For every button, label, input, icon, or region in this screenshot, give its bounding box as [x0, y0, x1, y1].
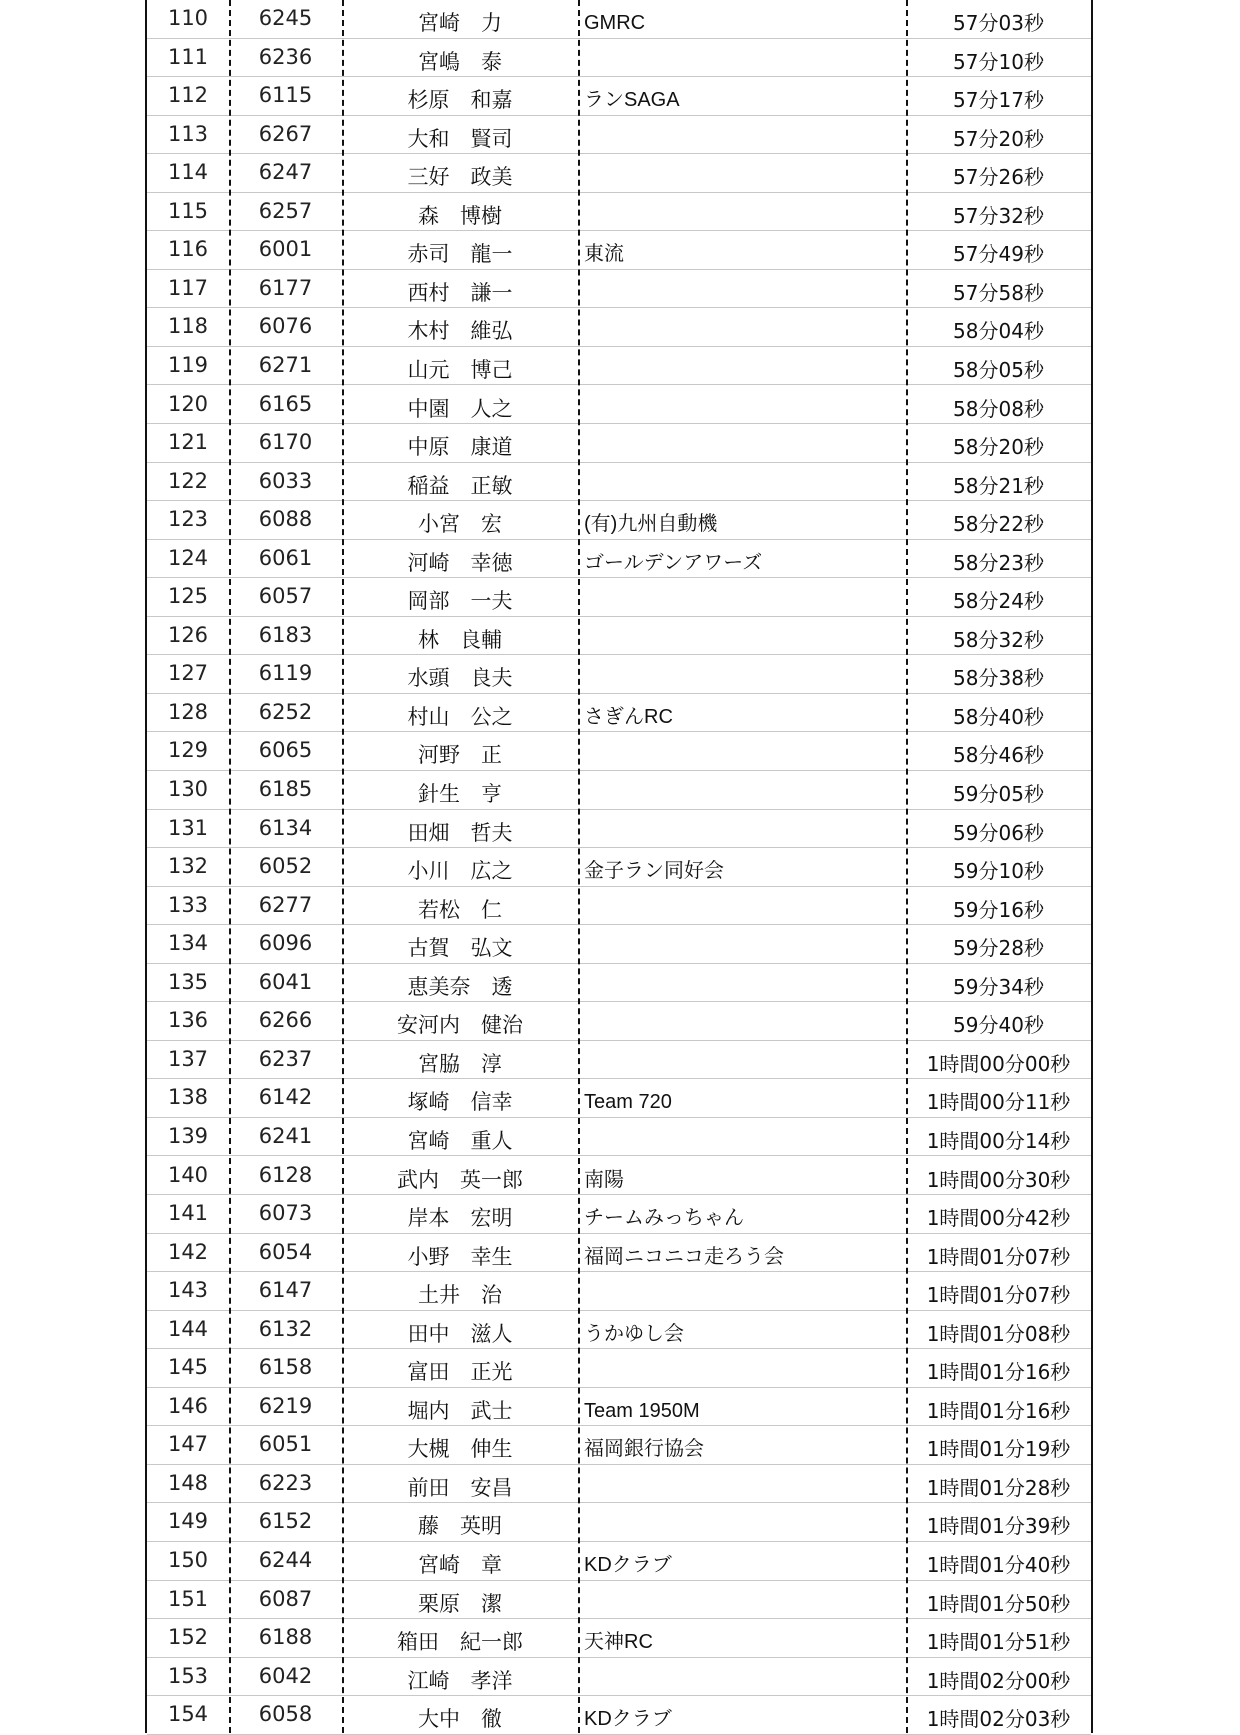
runner-name-cell: 針生 亨 [418, 782, 502, 806]
rank-cell: 133 [167, 892, 209, 917]
runner-name-cell: 大中 徹 [418, 1707, 502, 1732]
finish-time-cell: 57分17秒 [953, 88, 1044, 113]
bib-number-cell: 6252 [258, 699, 313, 724]
table-row [147, 154, 1091, 193]
runner-name-cell: 宮脇 淳 [418, 1051, 502, 1076]
team-cell [578, 617, 906, 655]
table-row [147, 578, 1091, 617]
bib-number-cell: 6277 [258, 892, 313, 917]
team-cell: GMRC [584, 12, 646, 34]
finish-time-cell: 58分23秒 [953, 550, 1044, 575]
runner-name-cell: 中園 人之 [407, 396, 513, 421]
column-divider [229, 0, 231, 1733]
rank-cell: 112 [167, 83, 209, 108]
runner-name-cell: 河崎 幸徳 [407, 550, 513, 575]
bib-number-cell: 6188 [258, 1625, 313, 1650]
bib-number-cell: 6058 [258, 1702, 313, 1727]
runner-name-cell: 水頭 良夫 [407, 666, 513, 691]
table-row [147, 424, 1091, 463]
table-row [147, 887, 1091, 926]
team-cell [578, 578, 906, 616]
bib-number-cell: 6076 [258, 314, 313, 339]
rank-cell: 130 [167, 777, 209, 801]
finish-time-cell: 1時間01分16秒 [926, 1360, 1071, 1385]
table-row [147, 308, 1091, 347]
runner-name-cell: 杉原 和嘉 [407, 88, 513, 113]
rank-cell: 123 [167, 507, 209, 532]
team-cell: チームみっちゃん [584, 1207, 744, 1230]
runner-name-cell: 河野 正 [418, 743, 502, 768]
table-row [147, 1157, 1091, 1196]
finish-time-cell: 57分32秒 [953, 203, 1044, 228]
rank-cell: 118 [167, 314, 209, 339]
bib-number-cell: 6152 [258, 1509, 313, 1534]
table-row [147, 655, 1091, 694]
table-row [147, 964, 1091, 1003]
finish-time-cell: 1時間01分50秒 [926, 1591, 1071, 1616]
rank-cell: 113 [167, 121, 209, 146]
team-cell: うかゆし会 [584, 1322, 684, 1345]
bib-number-cell: 6132 [258, 1316, 313, 1341]
team-cell [578, 193, 906, 231]
runner-name-cell: 田畑 哲夫 [407, 820, 513, 845]
team-cell [578, 1658, 906, 1696]
team-cell [578, 308, 906, 346]
bib-number-cell: 6266 [258, 1008, 313, 1033]
runner-name-cell: 藤 英明 [418, 1514, 502, 1539]
table-row [147, 810, 1091, 849]
finish-time-cell: 1時間00分30秒 [926, 1167, 1071, 1192]
rank-cell: 149 [167, 1509, 209, 1534]
bib-number-cell: 6054 [258, 1239, 313, 1264]
runner-name-cell: 堀内 武士 [407, 1398, 513, 1423]
table-row [147, 1079, 1091, 1118]
team-cell: (有)九州自動機 [584, 513, 718, 536]
rank-cell: 153 [167, 1663, 209, 1688]
bib-number-cell: 6033 [258, 468, 313, 493]
team-cell [578, 1272, 906, 1310]
bib-number-cell: 6128 [258, 1162, 313, 1187]
rank-cell: 136 [167, 1008, 209, 1033]
table-row [147, 1041, 1091, 1080]
runner-name-cell: 宮崎 力 [418, 11, 502, 35]
runner-name-cell: 恵美奈 透 [407, 974, 513, 999]
team-cell [578, 771, 906, 809]
finish-time-cell: 57分03秒 [953, 11, 1044, 35]
team-cell [578, 116, 906, 154]
bib-number-cell: 6183 [258, 622, 313, 647]
runner-name-cell: 田中 滋人 [407, 1321, 513, 1346]
runner-name-cell: 江崎 孝洋 [407, 1668, 513, 1693]
team-cell: Team 1950M [584, 1399, 700, 1422]
rank-cell: 122 [167, 468, 209, 493]
finish-time-cell: 1時間00分11秒 [926, 1090, 1071, 1115]
finish-time-cell: 57分20秒 [953, 126, 1044, 151]
rank-cell: 126 [167, 622, 209, 647]
finish-time-cell: 58分04秒 [953, 319, 1044, 344]
bib-number-cell: 6247 [258, 160, 313, 185]
bib-number-cell: 6088 [258, 507, 313, 532]
bib-number-cell: 6041 [258, 969, 313, 994]
finish-time-cell: 1時間00分14秒 [926, 1128, 1071, 1153]
table-row [147, 617, 1091, 656]
bib-number-cell: 6241 [258, 1123, 313, 1148]
table-row [147, 848, 1091, 887]
finish-time-cell: 59分05秒 [953, 782, 1044, 806]
finish-time-cell: 58分38秒 [953, 666, 1044, 691]
rank-cell: 115 [167, 198, 209, 223]
bib-number-cell: 6147 [258, 1278, 313, 1303]
finish-time-cell: 1時間01分07秒 [926, 1283, 1071, 1308]
bib-number-cell: 6051 [258, 1432, 313, 1457]
table-row [147, 1388, 1091, 1427]
finish-time-cell: 1時間01分51秒 [926, 1630, 1071, 1655]
runner-name-cell: 安河内 健治 [397, 1013, 523, 1038]
rank-cell: 125 [167, 584, 209, 609]
rank-cell: 137 [167, 1046, 209, 1071]
team-cell [578, 810, 906, 848]
rank-cell: 142 [167, 1239, 209, 1264]
table-row [147, 1195, 1091, 1234]
table-row [147, 1542, 1091, 1581]
bib-number-cell: 6061 [258, 545, 313, 570]
table-row [147, 1503, 1091, 1542]
results-table [145, 0, 1093, 1733]
runner-name-cell: 三好 政美 [407, 165, 513, 190]
rank-cell: 150 [167, 1548, 209, 1572]
runner-name-cell: 武内 英一郎 [397, 1167, 523, 1192]
finish-time-cell: 57分10秒 [953, 49, 1044, 74]
rank-cell: 117 [167, 275, 209, 300]
rank-cell: 134 [167, 931, 209, 956]
team-cell [578, 655, 906, 693]
table-row [147, 1118, 1091, 1157]
rank-cell: 145 [167, 1355, 209, 1380]
runner-name-cell: 中原 康道 [407, 435, 513, 460]
column-divider [906, 0, 908, 1733]
table-row [147, 1581, 1091, 1620]
team-cell [578, 1581, 906, 1619]
runner-name-cell: 小野 幸生 [407, 1244, 513, 1269]
finish-time-cell: 59分28秒 [953, 936, 1044, 961]
rank-cell: 146 [167, 1393, 209, 1418]
finish-time-cell: 1時間01分39秒 [926, 1514, 1071, 1539]
bib-number-cell: 6244 [258, 1548, 313, 1572]
table-row [147, 1426, 1091, 1465]
runner-name-cell: 林 良輔 [418, 627, 502, 652]
rank-cell: 148 [167, 1470, 209, 1495]
runner-name-cell: 稲益 正敏 [407, 473, 513, 498]
table-row [147, 116, 1091, 155]
finish-time-cell: 59分16秒 [953, 897, 1044, 922]
bib-number-cell: 6073 [258, 1201, 313, 1226]
rank-cell: 152 [167, 1625, 209, 1650]
table-row [147, 1002, 1091, 1041]
runner-name-cell: 箱田 紀一郎 [397, 1630, 523, 1655]
team-cell [578, 1002, 906, 1040]
team-cell: 南陽 [584, 1168, 624, 1191]
column-divider [342, 0, 344, 1733]
bib-number-cell: 6267 [258, 121, 313, 146]
runner-name-cell: 土井 治 [418, 1283, 502, 1308]
bib-number-cell: 6119 [258, 661, 313, 686]
finish-time-cell: 1時間02分03秒 [926, 1707, 1071, 1732]
rank-cell: 124 [167, 545, 209, 570]
rank-cell: 135 [167, 969, 209, 994]
team-cell [578, 1503, 906, 1541]
runner-name-cell: 小宮 宏 [418, 512, 502, 537]
table-row [147, 501, 1091, 540]
rank-cell: 143 [167, 1278, 209, 1303]
runner-name-cell: 岡部 一夫 [407, 589, 513, 614]
finish-time-cell: 58分22秒 [953, 512, 1044, 537]
finish-time-cell: 1時間01分08秒 [926, 1321, 1071, 1346]
team-cell [578, 424, 906, 462]
table-row [147, 732, 1091, 771]
team-cell: 福岡ニコニコ走ろう会 [584, 1245, 784, 1268]
finish-time-cell: 1時間01分19秒 [926, 1437, 1071, 1462]
table-row [147, 39, 1091, 78]
team-cell: ランSAGA [584, 89, 680, 112]
bib-number-cell: 6177 [258, 275, 313, 300]
rank-cell: 119 [167, 352, 209, 377]
team-cell: KDクラブ [584, 1554, 672, 1576]
bib-number-cell: 6219 [258, 1393, 313, 1418]
runner-name-cell: 村山 公之 [407, 704, 513, 729]
bib-number-cell: 6087 [258, 1586, 313, 1611]
bib-number-cell: 6001 [258, 237, 313, 262]
team-cell [578, 925, 906, 963]
table-row [147, 1465, 1091, 1504]
team-cell [578, 463, 906, 501]
runner-name-cell: 宮崎 重人 [407, 1128, 513, 1153]
team-cell: 東流 [584, 243, 624, 266]
finish-time-cell: 1時間00分42秒 [926, 1206, 1071, 1231]
rank-cell: 144 [167, 1316, 209, 1341]
bib-number-cell: 6245 [258, 6, 313, 30]
finish-time-cell: 58分40秒 [953, 704, 1044, 729]
runner-name-cell: 大和 賢司 [407, 126, 513, 151]
table-row [147, 1658, 1091, 1697]
table-row [147, 771, 1091, 810]
finish-time-cell: 1時間00分00秒 [926, 1051, 1071, 1076]
team-cell [578, 964, 906, 1002]
runner-name-cell: 古賀 弘文 [407, 936, 513, 961]
finish-time-cell: 59分34秒 [953, 974, 1044, 999]
team-cell [578, 1041, 906, 1079]
finish-time-cell: 1時間01分40秒 [926, 1553, 1071, 1577]
team-cell: KDクラブ [584, 1708, 672, 1731]
team-cell [578, 1465, 906, 1503]
runner-name-cell: 森 博樹 [418, 203, 502, 228]
runner-name-cell: 前田 安昌 [407, 1475, 513, 1500]
table-row [147, 1619, 1091, 1658]
bib-number-cell: 6236 [258, 44, 313, 69]
rank-cell: 132 [167, 854, 209, 879]
finish-time-cell: 59分40秒 [953, 1013, 1044, 1038]
bib-number-cell: 6165 [258, 391, 313, 416]
team-cell: ゴールデンアワーズ [584, 551, 763, 574]
team-cell [578, 347, 906, 385]
finish-time-cell: 57分49秒 [953, 242, 1044, 267]
finish-time-cell: 58分24秒 [953, 589, 1044, 614]
finish-time-cell: 59分10秒 [953, 859, 1044, 884]
bib-number-cell: 6142 [258, 1085, 313, 1110]
team-cell [578, 39, 906, 77]
runner-name-cell: 塚崎 信幸 [407, 1090, 513, 1115]
bib-number-cell: 6052 [258, 854, 313, 879]
bib-number-cell: 6257 [258, 198, 313, 223]
runner-name-cell: 宮崎 章 [418, 1553, 502, 1577]
rank-cell: 114 [167, 160, 209, 185]
runner-name-cell: 赤司 龍一 [407, 242, 513, 267]
rank-cell: 110 [167, 6, 209, 30]
team-cell: 天神RC [584, 1631, 653, 1654]
runner-name-cell: 宮嶋 泰 [418, 49, 502, 74]
finish-time-cell: 1時間02分00秒 [926, 1668, 1071, 1693]
finish-time-cell: 59分06秒 [953, 820, 1044, 845]
runner-name-cell: 岸本 宏明 [407, 1206, 513, 1231]
table-row [147, 386, 1091, 425]
finish-time-cell: 58分46秒 [953, 743, 1044, 768]
rank-cell: 139 [167, 1123, 209, 1148]
table-row [147, 463, 1091, 502]
table-row [147, 231, 1091, 270]
team-cell: さぎんRC [584, 705, 673, 728]
rank-cell: 151 [167, 1586, 209, 1611]
team-cell: 福岡銀行協会 [584, 1438, 704, 1461]
rank-cell: 138 [167, 1085, 209, 1110]
table-row [147, 0, 1091, 39]
team-cell [578, 154, 906, 192]
runner-name-cell: 西村 謙一 [407, 280, 513, 305]
runner-name-cell: 小川 広之 [407, 859, 513, 884]
rank-cell: 128 [167, 699, 209, 724]
team-cell [578, 270, 906, 308]
runner-name-cell: 若松 仁 [418, 897, 502, 922]
rank-cell: 140 [167, 1162, 209, 1187]
team-cell [578, 887, 906, 925]
runner-name-cell: 木村 維弘 [407, 319, 513, 344]
bib-number-cell: 6134 [258, 815, 313, 840]
team-cell: Team 720 [584, 1091, 672, 1114]
table-row [147, 347, 1091, 386]
finish-time-cell: 1時間01分07秒 [926, 1244, 1071, 1269]
runner-name-cell: 栗原 潔 [418, 1591, 502, 1616]
rank-cell: 127 [167, 661, 209, 686]
rank-cell: 129 [167, 738, 209, 763]
bib-number-cell: 6065 [258, 738, 313, 763]
finish-time-cell: 57分26秒 [953, 165, 1044, 190]
finish-time-cell: 1時間01分28秒 [926, 1475, 1071, 1500]
rank-cell: 154 [167, 1702, 209, 1727]
finish-time-cell: 58分08秒 [953, 396, 1044, 421]
rank-cell: 120 [167, 391, 209, 416]
table-row [147, 193, 1091, 232]
rank-cell: 131 [167, 815, 209, 840]
team-cell [578, 1118, 906, 1156]
runner-name-cell: 大槻 伸生 [407, 1437, 513, 1462]
rank-cell: 141 [167, 1201, 209, 1226]
table-row [147, 77, 1091, 116]
runner-name-cell: 富田 正光 [407, 1360, 513, 1385]
finish-time-cell: 58分21秒 [953, 473, 1044, 498]
table-row [147, 925, 1091, 964]
bib-number-cell: 6223 [258, 1470, 313, 1495]
table-row [147, 270, 1091, 309]
bib-number-cell: 6057 [258, 584, 313, 609]
finish-time-cell: 58分05秒 [953, 357, 1044, 382]
rank-cell: 111 [167, 44, 209, 69]
finish-time-cell: 1時間01分16秒 [926, 1398, 1071, 1423]
finish-time-cell: 58分20秒 [953, 435, 1044, 460]
rank-cell: 116 [167, 237, 209, 262]
column-divider [578, 0, 580, 1733]
table-row [147, 1349, 1091, 1388]
team-cell [578, 386, 906, 424]
bib-number-cell: 6185 [258, 777, 313, 801]
bib-number-cell: 6158 [258, 1355, 313, 1380]
bib-number-cell: 6042 [258, 1663, 313, 1688]
runner-name-cell: 山元 博己 [407, 357, 513, 382]
bib-number-cell: 6237 [258, 1046, 313, 1071]
finish-time-cell: 57分58秒 [953, 280, 1044, 305]
finish-time-cell: 58分32秒 [953, 627, 1044, 652]
table-row [147, 1234, 1091, 1273]
table-row [147, 1272, 1091, 1311]
team-cell [578, 732, 906, 770]
team-cell [578, 1349, 906, 1387]
table-row [147, 1696, 1091, 1735]
rank-cell: 121 [167, 430, 209, 455]
rank-cell: 147 [167, 1432, 209, 1457]
table-row [147, 1311, 1091, 1350]
table-row [147, 540, 1091, 579]
bib-number-cell: 6271 [258, 352, 313, 377]
bib-number-cell: 6096 [258, 931, 313, 956]
team-cell: 金子ラン同好会 [584, 860, 724, 883]
bib-number-cell: 6115 [258, 83, 313, 108]
table-row [147, 694, 1091, 733]
bib-number-cell: 6170 [258, 430, 313, 455]
